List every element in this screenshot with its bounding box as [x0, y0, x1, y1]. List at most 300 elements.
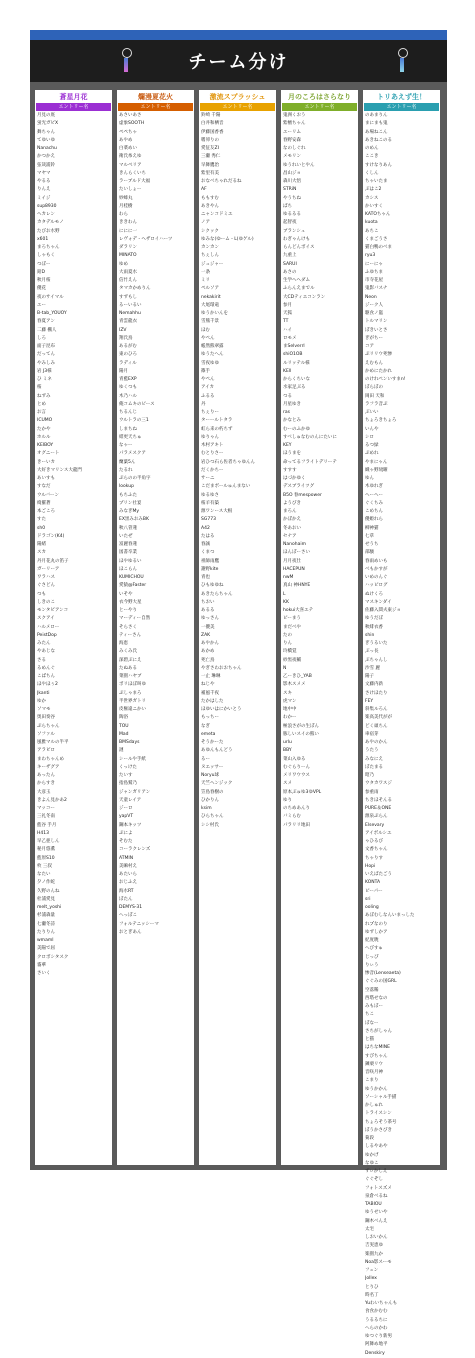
member-name: いんや	[365, 426, 379, 432]
member-name: ルリッテル様	[283, 360, 310, 366]
entry-label: エントリー名	[36, 103, 111, 111]
team-columns	[35, 90, 442, 1356]
team-name: トリあえず生！	[377, 93, 426, 101]
member-name: シクック	[201, 228, 219, 234]
member-name: 面子昆布	[37, 344, 55, 349]
member-name: なのしぐれ	[283, 146, 306, 151]
member-name: くしん	[365, 170, 379, 176]
member-name: ICUMO	[37, 418, 53, 424]
member-name: 藍原S10	[37, 855, 55, 861]
member-name: ソーシャル手描	[365, 1094, 397, 1100]
member-name: 天童レイア	[119, 797, 142, 803]
wind-chime-icon	[396, 48, 408, 72]
member-name: 吉実恵ゆ	[365, 1243, 383, 1249]
member-name: あきやん	[201, 203, 219, 209]
member-name: あやのかん	[365, 740, 388, 745]
member-name: Nemahhu	[119, 311, 141, 316]
member-name: 木乃ハル	[119, 393, 137, 399]
member-name: 天狐	[283, 311, 292, 316]
member-name: アラビロ	[37, 748, 55, 754]
member-name: ほむ	[201, 327, 210, 333]
member-name: ぼなー	[365, 1020, 379, 1026]
member-name: ゆうれいとやん	[283, 162, 315, 168]
member-name: ほうまを	[283, 451, 301, 457]
member-name: しきのこ	[37, 599, 55, 605]
member-name: 夜のサイマル	[37, 294, 64, 300]
member-name: うたう	[365, 748, 379, 754]
member-name: さる	[37, 657, 46, 663]
member-name: 木ゆれぎ	[365, 484, 383, 490]
member-name: メリワウウス	[283, 773, 310, 778]
member-name: かしゅれ	[365, 1103, 383, 1108]
team-name: 蒼星月花	[59, 93, 88, 101]
member-name: ゆん	[365, 476, 374, 481]
member-name: からすき	[37, 781, 55, 787]
team-name: 激流スプラッシュ	[209, 93, 266, 101]
member-name: そらさく	[119, 624, 137, 630]
member-name: wmaml	[37, 938, 54, 943]
member-name: やあじな	[37, 649, 55, 655]
member-name: そうかーた	[201, 740, 224, 745]
member-name: FEY	[365, 698, 374, 704]
member-name: 虚象SOOTH	[119, 121, 145, 127]
member-name: 部駿	[365, 550, 374, 556]
member-name: Denskiry	[365, 1350, 385, 1356]
member-name: まわちゃんめ	[37, 756, 64, 762]
member-name: すけなりあん	[365, 162, 392, 168]
member-name: ラディル	[119, 360, 137, 366]
member-name: すべしゅなむのんにたいに	[283, 434, 337, 440]
member-name: スキ	[283, 690, 292, 696]
member-name: 地中中	[283, 707, 297, 712]
member-name: 鈴崎 千陽	[201, 113, 221, 118]
member-name: ちぇしん	[201, 253, 219, 259]
member-name: 嗜卯りの	[201, 137, 219, 143]
member-name: あきたらちゃん	[201, 591, 233, 597]
member-name: 虹ら来の朽ちず	[201, 426, 233, 432]
member-name: やまにゃん	[365, 459, 388, 465]
member-name: ハッピログ	[365, 583, 388, 589]
member-name: のあまりん	[365, 113, 388, 118]
member-name: hokui大喜エテ	[283, 608, 314, 613]
member-name: 早舞鷹治	[201, 162, 219, 168]
member-name: かめにたかれ	[365, 368, 392, 374]
member-name: フォトスズメ	[365, 1185, 392, 1191]
member-name: おなべちゃれだるね	[201, 179, 242, 184]
member-name: みなぎMy	[119, 509, 140, 514]
member-name: コーラクレンズ	[119, 847, 151, 853]
member-name: なゆこ	[365, 1160, 379, 1166]
member-name: 補風千夜	[201, 690, 219, 696]
member-name: KEll	[283, 368, 292, 374]
member-name: KUMICHOU	[119, 575, 144, 580]
member-name: ATMIN	[119, 855, 134, 861]
member-name: えむもん	[365, 360, 383, 366]
member-name: きんらくいち	[119, 170, 146, 176]
member-name: ハイ	[283, 327, 292, 333]
member-name: 一止 琳琳	[201, 674, 221, 679]
member-name: 三瀬 秀仁	[201, 154, 221, 160]
member-name: DEMYS-31	[119, 905, 143, 910]
member-name: ペペちゃ	[119, 129, 137, 135]
member-name: ほゆいはにかいとう	[201, 707, 242, 712]
member-name: 陽子	[365, 674, 374, 679]
member-name: 帳然熊翠露	[201, 344, 224, 349]
member-name: 原本ぶゅゆ3ゆVPL	[283, 789, 322, 795]
member-name: なゃー	[119, 443, 133, 448]
member-name: 翔氏鳥	[119, 335, 133, 341]
member-name: Mad	[119, 731, 129, 737]
member-name: ぐぐぞし	[365, 1177, 383, 1183]
member-name: ここき	[365, 154, 379, 160]
member-name: 織ゃ野琉曜	[365, 467, 388, 473]
member-name: PeistDop	[37, 632, 57, 638]
member-name: 参重雨	[365, 789, 379, 795]
member-name: x601	[37, 236, 49, 242]
member-name: ずぃかしえ	[365, 1169, 388, 1174]
member-name: 春野安森	[283, 137, 301, 143]
member-name: 楽園九か	[365, 1251, 383, 1257]
member-name: 美陽で屈	[37, 946, 55, 952]
member-name: 丹	[201, 401, 206, 407]
member-name: ホルル	[37, 434, 51, 440]
member-name: しまちね	[119, 426, 137, 432]
member-name: むーのふかゆ	[283, 426, 310, 432]
member-name: ウルトラの三1	[119, 418, 149, 424]
member-name: 半世界ガトリ	[119, 698, 146, 704]
member-name: バミらむ	[283, 814, 301, 820]
member-name: やうちね	[283, 195, 301, 201]
member-name: 伊藤国香香	[201, 129, 224, 135]
member-name: 生学ヘヘダム	[283, 278, 310, 283]
member-name: むとりさー	[201, 451, 224, 457]
member-name: てゆいゆ	[37, 137, 55, 143]
member-name: ゃひるび	[365, 839, 383, 844]
member-name: ぼらぼの	[365, 385, 383, 391]
member-name: かつかえ	[37, 154, 55, 160]
member-name: やぎさわおおちゃん	[201, 665, 242, 671]
member-name: Noryu球	[201, 773, 219, 778]
member-name: あさの	[283, 269, 297, 275]
member-name: ティーさん	[119, 632, 142, 638]
member-name: すずもし	[119, 294, 138, 300]
member-name: 優姫れら	[365, 517, 383, 523]
member-name: ぐくちみ	[365, 500, 383, 506]
member-name: ひもゆゆね	[201, 583, 224, 589]
member-name: まだべや	[283, 624, 301, 630]
member-name: やぺん	[201, 335, 215, 341]
member-name: ターールトタラ	[201, 418, 233, 424]
member-name: ゆみな(ゆーム・L(ゆゲル)	[201, 236, 254, 242]
member-name: いそや	[119, 591, 133, 597]
member-name: ふゆちま	[365, 269, 383, 275]
member-name: 極浪さがの生ぽん	[283, 723, 319, 729]
member-name: ゆつぐり新男	[365, 1334, 392, 1339]
member-name: こだまボールゅんまない	[201, 484, 251, 490]
member-name: ヘカレン	[37, 212, 55, 217]
member-name: BMSdays	[119, 740, 140, 745]
member-name: 鬼影バスナ	[365, 286, 388, 292]
member-name: ゆるゆさ	[201, 492, 219, 498]
member-name: 斜集ルろん	[365, 707, 388, 712]
member-name: Noa影スーモ	[365, 1259, 392, 1265]
member-name: 霧華	[37, 962, 46, 968]
member-name: るー	[201, 756, 210, 762]
member-name: フュン	[365, 1268, 379, 1273]
member-name: セナア	[283, 533, 297, 539]
member-name: 紫檀ちゃん	[283, 121, 306, 127]
member-name: 衛氏糸えゆ	[119, 154, 142, 160]
member-name: まろん	[283, 509, 297, 514]
member-name: たびお水野	[37, 228, 60, 234]
member-name: ぷによ	[119, 830, 133, 836]
member-name: マスキンダイ	[365, 599, 392, 605]
member-name: あいすも	[37, 476, 55, 481]
member-name: ゆかげ	[365, 1152, 379, 1158]
member-name: shin	[365, 632, 375, 638]
member-name: ブランシュ	[283, 228, 306, 234]
member-name: 天竺ヘンジック	[201, 781, 233, 787]
member-name: むぐらりーん	[283, 764, 310, 770]
member-name: ジーク人	[365, 302, 383, 308]
member-name: スカ	[37, 550, 46, 556]
member-name: ニャンコドミエ	[201, 212, 233, 217]
member-name: 春誠	[201, 542, 210, 547]
member-name: やぺん	[201, 377, 215, 382]
member-name: ゆうだぼ	[365, 616, 383, 622]
member-name: ゆか	[37, 698, 46, 704]
member-list	[35, 111, 112, 978]
member-name: ぶっ長	[365, 649, 379, 655]
member-name: 丹月花丸の笛子	[37, 558, 69, 564]
member-name: 食食かむむ	[365, 1309, 388, 1315]
member-name: 源ワンース大根	[201, 509, 233, 514]
page-title: チーム分け	[188, 52, 289, 73]
member-name: わら	[119, 212, 128, 217]
member-name: おじふえ	[119, 880, 137, 886]
member-name: AF	[201, 187, 207, 193]
member-name: レヴォデ・ヘザロイハーツ	[119, 236, 173, 242]
member-name: Elsevary	[365, 822, 385, 828]
member-name: MINATO	[119, 253, 137, 259]
member-name: 文香ちゃん	[365, 847, 388, 853]
member-name: 雪夜ゆゆ	[201, 360, 219, 366]
member-name: うるるちに	[365, 1317, 388, 1323]
member-name: 昌山ジョ	[283, 170, 301, 176]
member-name: PURE＆ONE	[365, 806, 392, 811]
member-name: 俺コムキのピース	[119, 401, 155, 407]
member-name: やるる	[37, 179, 51, 184]
member-name: 大雨夏水	[119, 269, 137, 275]
member-name: nekakirit	[201, 294, 221, 300]
member-name: 菊段	[365, 1136, 374, 1141]
member-name: へびすゅ	[365, 946, 383, 952]
member-name: 阿舞め地平	[365, 1342, 388, 1348]
member-name: ももすむ	[201, 195, 219, 201]
member-name: キーザグア	[37, 764, 60, 770]
member-name: からくちいな	[283, 377, 310, 382]
member-name: あやかん	[201, 641, 219, 646]
member-name: ぼたん	[119, 896, 133, 902]
member-name: のけれぺンいすまn!	[365, 377, 406, 382]
member-name: ハルメロー	[37, 624, 60, 630]
member-name: こまり	[365, 1078, 379, 1084]
member-name: りぃう	[365, 962, 379, 968]
member-name: 海水RT	[119, 888, 134, 894]
member-name: 車宿芽	[365, 731, 379, 737]
member-name: あったん	[37, 773, 55, 778]
member-name: さけほたり	[365, 690, 388, 696]
member-name: あきねこのる	[365, 137, 392, 143]
member-name: 妙蜂丸	[119, 195, 133, 201]
member-name: たはる	[201, 533, 215, 539]
member-name: STRiN	[283, 187, 297, 193]
member-name: さいく	[37, 971, 51, 976]
member-name: ゆっさん	[201, 616, 219, 622]
member-name: 月桂樹	[119, 203, 133, 209]
member-name: H413	[37, 830, 49, 836]
member-name: 月星ゆき	[283, 401, 301, 407]
member-name: ジャンガリアン	[119, 789, 151, 795]
member-name: SG773	[201, 517, 216, 523]
member-list	[281, 111, 358, 830]
member-name: じっぴ	[365, 954, 379, 960]
member-name: あゆんもんどう	[201, 748, 233, 754]
member-name: ぷしゃまろ	[119, 690, 142, 696]
member-name: お言	[37, 410, 46, 415]
member-name: melt_yoshi	[37, 905, 62, 910]
member-name: すなだ	[37, 484, 51, 490]
member-name: 一優美	[201, 624, 215, 630]
member-name: マッコー	[37, 806, 55, 811]
member-name: 七草	[365, 533, 374, 539]
member-name: 岩 J3様	[37, 368, 52, 374]
member-name: 九重上	[283, 253, 297, 259]
member-name: シシ村氏	[201, 822, 219, 828]
member-name: スメ	[283, 781, 292, 787]
member-name: りんえ	[37, 187, 51, 193]
member-name: ぶちゃんし	[365, 657, 388, 663]
member-name: 月月夜仕	[283, 558, 301, 564]
member-name: カンカン	[201, 245, 219, 250]
member-name: BBY	[283, 748, 292, 754]
member-name: 青雲龍衣	[119, 319, 137, 325]
member-name: あたいら	[119, 872, 137, 877]
member-name: マヤマ	[37, 170, 51, 176]
member-name: 皮権遠ニかい	[119, 707, 146, 712]
member-name: 虎マン	[283, 698, 297, 704]
member-name: すすす	[283, 467, 297, 473]
member-name: 笠島春樹の	[201, 789, 224, 795]
entry-label: エントリー名	[282, 103, 357, 111]
member-name: あちこ	[365, 228, 379, 234]
member-name: ゆめ	[119, 261, 128, 267]
member-name: ちこ	[365, 1012, 374, 1018]
member-name: ぷらのの半角字	[119, 476, 151, 481]
member-name: のめん	[365, 146, 379, 151]
member-name: みもぼー	[365, 1004, 383, 1009]
member-name: 指島鷲乃	[119, 781, 137, 787]
member-name: あやめ	[119, 137, 133, 143]
member-name: 美嘛村え	[119, 863, 137, 869]
member-name: たりりん	[37, 929, 55, 935]
member-name: かいすく	[365, 203, 383, 209]
member-name: 沙雪 麗	[365, 665, 380, 671]
member-name: くっけた	[119, 764, 137, 770]
member-name: アイボルシエ	[365, 830, 392, 836]
member-list	[199, 111, 276, 830]
member-name: ちおい	[201, 599, 215, 605]
member-name: 衣今野大星	[119, 599, 142, 605]
member-name: 空落稀	[365, 987, 379, 993]
member-name: トルマリン	[365, 319, 388, 325]
member-name: フォルテニッシーマ	[119, 921, 159, 927]
member-name: モンタビアンコ	[37, 608, 69, 613]
member-name: しるやあや	[365, 1144, 388, 1150]
member-name: 陽月	[119, 368, 128, 374]
member-name: ミリ	[201, 278, 210, 283]
member-name: ちゃりす	[365, 855, 383, 861]
member-name: 大CDティエコンラン	[283, 294, 326, 300]
member-name: 綺羅蒼	[37, 500, 51, 506]
member-name: ぷめれ	[365, 451, 379, 457]
member-name: と猫	[365, 1037, 374, 1042]
member-name: ゆくつも	[119, 385, 137, 391]
member-name: B-tab_YOUOY	[37, 311, 67, 316]
member-name: 乙ーきひ_YAB	[283, 674, 312, 679]
member-name: ぽきいとさ	[365, 327, 388, 333]
member-name: 杉浦森量	[37, 913, 55, 919]
member-name: 久野のんね	[37, 888, 60, 894]
member-name: どく頑ちん	[365, 723, 388, 729]
member-name: 柳神猫	[365, 525, 379, 531]
member-name: ほこらん	[119, 566, 137, 572]
member-name: だくかちー	[201, 467, 224, 473]
member-name: れプなのり	[365, 921, 388, 927]
member-name: いえぱたごう	[365, 872, 392, 877]
member-name: べもかすが	[365, 566, 388, 572]
header	[30, 40, 447, 82]
member-name: 愛猿@Faster	[119, 583, 147, 589]
member-name: しろ	[37, 335, 46, 341]
member-name: ノア	[201, 220, 210, 226]
member-name: ふるる	[201, 393, 215, 399]
member-name: わかー	[283, 715, 297, 721]
member-name: ゆうせいや	[365, 1210, 388, 1216]
member-name: 鋼木べんえ	[365, 1218, 388, 1224]
member-name: ちきほそんる	[365, 797, 392, 803]
member-name: すぴちゃん	[365, 1053, 388, 1059]
member-name: 紀度暁	[365, 938, 379, 943]
member-name: 藍谷 手月	[37, 822, 57, 828]
member-name: L	[283, 591, 286, 597]
member-name: ジュジャー	[201, 261, 224, 267]
member-name: みたん	[37, 641, 51, 646]
member-name: ぐぐみの国GRL	[365, 979, 397, 985]
member-name: 深碧ぶにえ	[119, 657, 142, 663]
team-column	[281, 90, 358, 1165]
member-name: sh0	[37, 525, 46, 531]
member-name: そむた	[119, 839, 133, 844]
member-name: EX黒みおみBK	[119, 517, 149, 523]
member-name: 蘭葉5ん	[119, 459, 136, 465]
member-name: 影木スメメ	[283, 682, 306, 688]
member-name: KK	[283, 599, 289, 605]
member-name: ぎがちー	[365, 335, 383, 341]
member-name: 楽高美代がが	[365, 715, 392, 721]
member-name: yapVT	[119, 814, 134, 820]
member-name: 月見の底	[37, 113, 55, 118]
